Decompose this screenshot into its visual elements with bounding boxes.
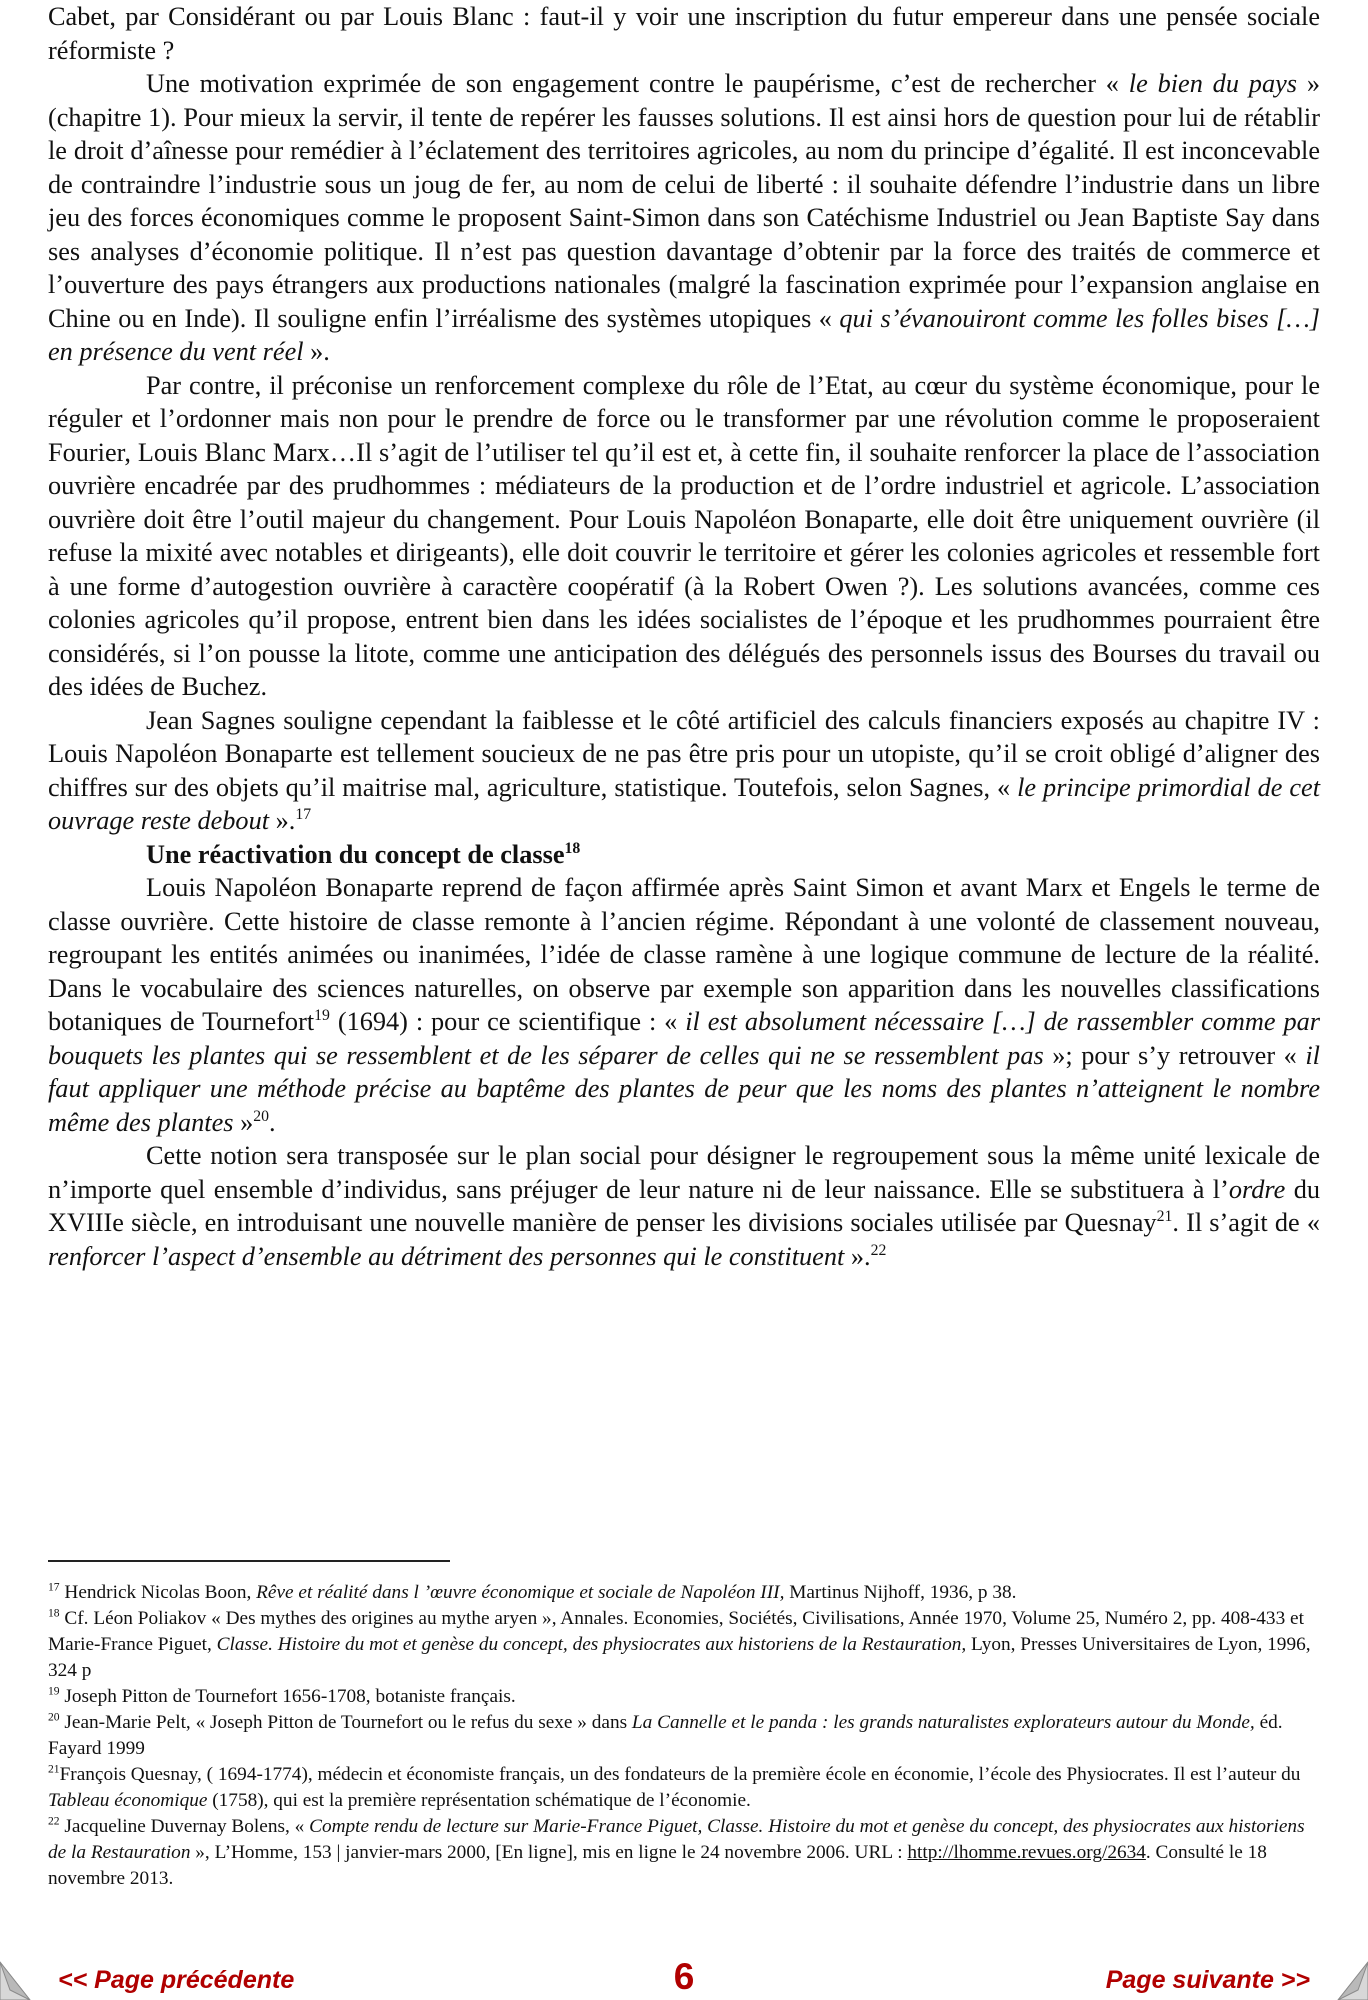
section-heading: Une réactivation du concept de classe$^{18}$ xyxy=(146,839,581,869)
footnote-21: $^{21}$François Quesnay, ( 1694-1774), médecin et économiste français, un des fondateurs de la première école en économie, l’école des Physiocrates. Il est l’auteur du Tableau économique (1758), qui est la première représentation schématique de l’économie. xyxy=(48,1762,1301,1811)
footnote-17: $^{17}$ Hendrick Nicolas Boon, Rêve et réalité dans l ’œuvre économique et sociale de Napoléon III, Martinus Nijhoff, 1936, p 38. xyxy=(48,1580,1017,1603)
page-navigation xyxy=(0,1956,1368,2000)
footnote-ref-22[interactable]: 22 xyxy=(870,1241,887,1259)
next-page-link[interactable]: Page suivante >> xyxy=(1105,1966,1310,1994)
paragraph-5: Louis Napoléon Bonaparte reprend de façon affirmée après Saint Simon et avant Marx et Engels le terme de classe ouvrière. Cette histoire de classe remonte à l’ancien régime. Répondant à une volonté de classement nouveau, regroupant les entités animées ou inanimées, l’idée de classe ramène à une logique commune de lecture de la réalité. Dans le vocabulaire des sciences naturelles, on observe par exemple son apparition dans les nouvelles classifications botaniques de Tournefort$^{19}$ (1694) : pour ce scientifique : « il est absolument nécessaire […] de rassembler comme par bouquets les plantes qui se ressemblent et de les séparer de celles qui ne se ressemblent pas »; pour s’y retrouver « il faut appliquer une méthode précise au baptême des plantes de peur que les noms des plantes n’atteignent le nombre même des plantes »$^{20}$. xyxy=(48,873,1321,1137)
quote-bapteme-plantes: il faut appliquer une méthode précise au baptême des plantes de peur que les noms des plantes n’atteignent le nombre même des plantes xyxy=(48,1040,1320,1137)
term-ordre: ordre xyxy=(1228,1174,1286,1204)
paragraph-1: Cabet, par Considérant ou par Louis Blanc : faut-il y voir une inscription du futur empereur dans une pensée sociale réformiste ? xyxy=(48,2,1320,65)
footnote-ref-17[interactable]: 17 xyxy=(295,806,312,824)
quote-aspect-ensemble: renforcer l’aspect d’ensemble au détriment des personnes qui le constituent xyxy=(48,1241,845,1271)
quote-rassembler-plantes: il est absolument nécessaire […] de rassembler comme par bouquets les plantes qui se ressemblent et de les séparer de celles qui ne se ressemblent pas xyxy=(48,1007,1321,1070)
footnotes xyxy=(48,1580,1320,1892)
page-number: 6 xyxy=(673,1956,695,1997)
footnote-ref-21[interactable]: 21 xyxy=(1156,1208,1173,1226)
quote-principe-primordial: le principe primordial de cet ouvrage reste debout xyxy=(48,772,1321,835)
footnote-ref-20[interactable]: 20 xyxy=(253,1107,269,1125)
footnote-ref-19[interactable]: 19 xyxy=(314,1007,330,1025)
footnote-ref-18[interactable]: 18 xyxy=(564,839,581,857)
quote-folles-bises: qui s’évanouiront comme les folles bises […] en présence du vent réel xyxy=(48,303,1320,366)
quote-bien-du-pays: le bien du pays xyxy=(1128,69,1298,98)
page-curl-right-icon xyxy=(1324,1960,1368,2000)
footnote-separator xyxy=(48,1560,450,1562)
paragraph-4: Jean Sagnes souligne cependant la faiblesse et le côté artificiel des calculs financiers exposés au chapitre IV : Louis Napoléon Bonaparte est tellement soucieux de ne pas être pris pour un utopiste, qu’il se croit obligé d’aligner des chiffres sur des objets qu’il maitrise mal, agriculture, statistique. Toutefois, selon Sagnes, « le principe primordial de cet ouvrage reste debout ».$^{17}$ xyxy=(48,705,1321,835)
body-text xyxy=(48,0,1320,1273)
paragraph-3: Par contre, il préconise un renforcement complexe du rôle de l’Etat, au cœur du système économique, pour le réguler et l’ordonner mais non pour le prendre de force ou le transformer par une révolution comme le proposeraient Fourier, Louis Blanc Marx…Il s’agit de l’utiliser tel qu’il est et, à cette fin, il souhaite renforcer la place de l’association ouvrière encadrée par des prudhommes : médiateurs de la production et de l’ordre industriel et agricole. L’association ouvrière doit être l’outil majeur du changement. Pour Louis Napoléon Bonaparte, elle doit être uniquement ouvrière (il refuse la mixité avec notables et dirigeants), elle doit couvrir le territoire et gérer les colonies agricoles et ressemble fort à une forme d’autogestion ouvrière à caractère coopératif (à la Robert Owen ?). Les solutions avancées, comme ces colonies agricoles qu’il propose, entrent bien dans les idées socialistes de l’époque et les prudhommes pourraient être considérés, si l’on pousse la litote, comme une anticipation des délégués des personnels issus des Bourses du travail ou des idées de Buchez. xyxy=(48,370,1320,701)
footnote-19: $^{19}$ Joseph Pitton de Tournefort 1656-1708, botaniste français. xyxy=(48,1684,516,1707)
footnote-20: $^{20}$ Jean-Marie Pelt, « Joseph Pitton de Tournefort ou le refus du sexe » dans La Cannelle et le panda : les grands naturalistes explorateurs autour du Monde, éd. Fayard 1999 xyxy=(48,1710,1283,1759)
footnote-18: $^{18}$ Cf. Léon Poliakov « Des mythes des origines au mythe aryen », Annales. Economies, Sociétés, Civilisations, Année 1970, Volume 25, Numéro 2, pp. 408-433 et Marie-France Piguet, Classe. Histoire du mot et genèse du concept, des physiocrates aux historiens de la Restauration, Lyon, Presses Universitaires de Lyon, 1996, 324 p xyxy=(48,1606,1311,1681)
reference-link[interactable]: http://lhomme.revues.org/2634 xyxy=(907,1842,1146,1863)
footnote-22: $^{22}$ Jacqueline Duvernay Bolens, « Compte rendu de lecture sur Marie-France Piguet, Classe. Histoire du mot et genèse du concept, des physiocrates aux historiens de la Restauration », L’Homme, 153 | janvier-mars 2000, [En ligne], mis en ligne le 24 novembre 2006. URL : http://lhomme.revues.org/2634. Consulté le 18 novembre 2013. xyxy=(48,1814,1305,1889)
previous-page-link[interactable]: << Page précédente xyxy=(58,1966,295,1994)
paragraph-6: Cette notion sera transposée sur le plan social pour désigner le regroupement sous la même unité lexicale de n’importe quel ensemble d’individus, sans préjuger de leur nature ni de leur naissance. Elle se substituera à l’ordre du XVIIIe siècle, en introduisant une nouvelle manière de penser les divisions sociales utilisée par Quesnay$^{21}$. Il s’agit de « renforcer l’aspect d’ensemble au détriment des personnes qui le constituent ».$^{22}$ xyxy=(48,1141,1321,1271)
paragraph-2: Une motivation exprimée de son engagement contre le paupérisme, c’est de rechercher « le bien du pays » (chapitre 1). Pour mieux la servir, il tente de repérer les fausses solutions. Il est ainsi hors de question pour lui de rétablir le droit d’aînesse pour remédier à l’éclatement des territoires agricoles, au nom du principe d’égalité. Il est inconcevable de contraindre l’industrie sous un joug de fer, au nom de celui de liberté : il souhaite défendre l’industrie dans un libre jeu des forces économiques comme le proposent Saint-Simon dans son Catéchisme Industriel ou Jean Baptiste Say dans ses analyses d’économie politique. Il n’est pas question davantage d’obtenir par la force des traités de commerce et l’ouverture des pays étrangers aux productions nationales (malgré la fascination exprimée pour l’expansion anglaise en Chine ou en Inde). Il souligne enfin l’irréalisme des systèmes utopiques « qui s’évanouiront comme les folles bises […] en présence du vent réel ». xyxy=(48,69,1320,366)
